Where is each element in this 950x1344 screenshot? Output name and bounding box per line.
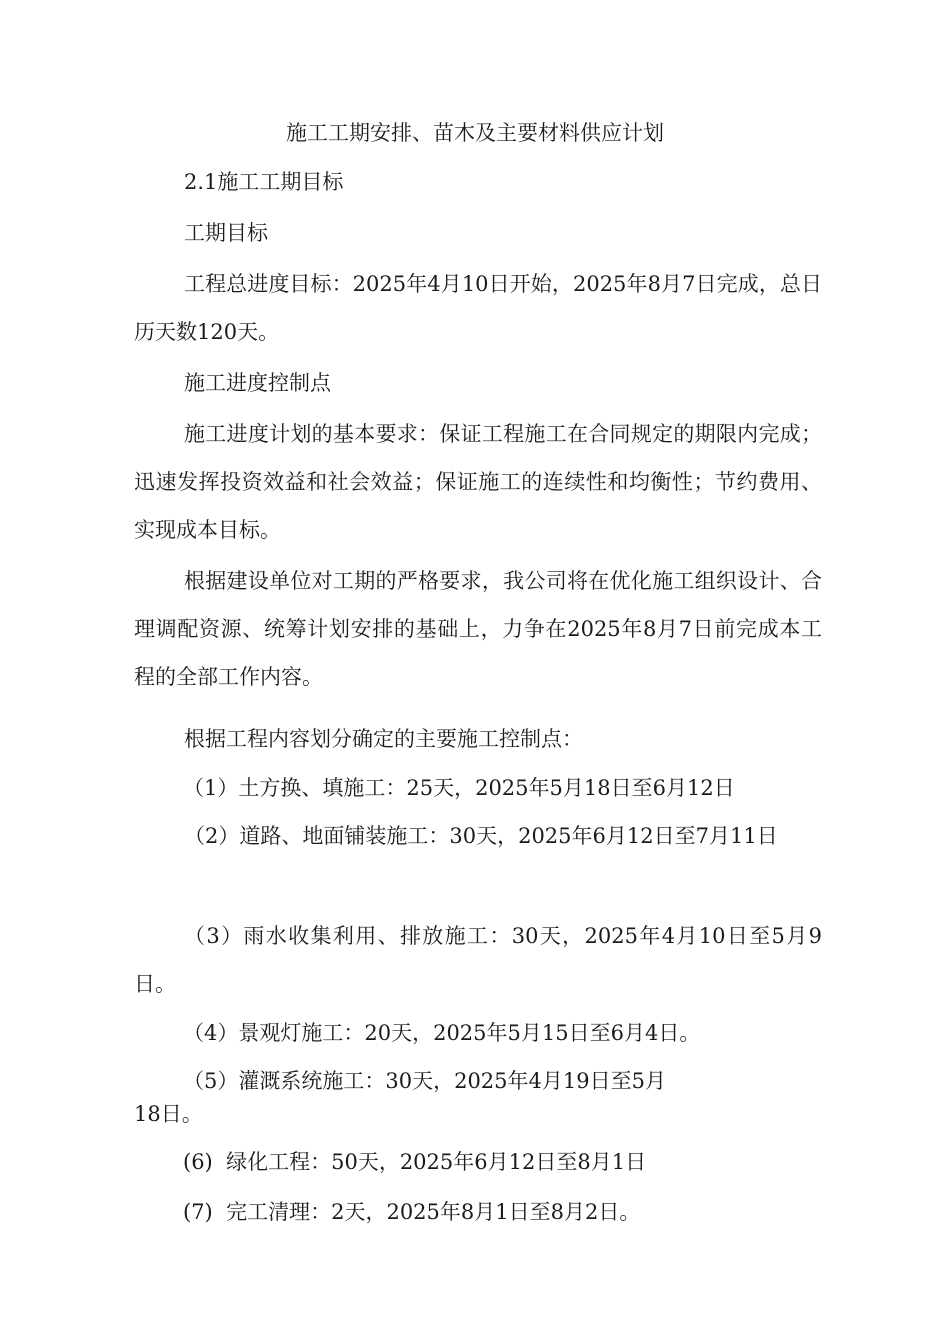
list-item: （5）灌溉系统施工：30天，2025年4月19日至5月: [183, 1069, 666, 1093]
document-title: 施工工期安排、苗木及主要材料供应计划: [286, 121, 664, 145]
paragraph-completion-commitment: 根据建设单位对工期的严格要求，我公司将在优化施工组织设计、合理调配资源、统筹计划安排的基础上，力争在2025年8月7日前完成本工程的全部工作内容。: [134, 569, 822, 689]
paragraph-overall-progress: 工程总进度目标：2025年4月10日开始，2025年8月7日完成，总日历天数120天。: [134, 272, 822, 344]
list-item-continuation: 18日。: [134, 1102, 203, 1126]
list-item: (6) 绿化工程：50天，2025年6月12日至8月1日: [183, 1150, 647, 1174]
list-item: （4）景观灯施工：20天，2025年5月15日至6月4日。: [183, 1021, 701, 1045]
list-item: （1）土方换、填施工：25天，2025年5月18日至6月12日: [183, 776, 735, 800]
list-item: （2）道路、地面铺装施工：30天，2025年6月12日至7月11日: [184, 824, 778, 848]
paragraph-basic-requirements: 施工进度计划的基本要求：保证工程施工在合同规定的期限内完成；迅速发挥投资效益和社会效益；保证施工的连续性和均衡性；节约费用、实现成本目标。: [134, 422, 822, 542]
list-item: (7) 完工清理：2天，2025年8月1日至8月2日。: [183, 1200, 641, 1224]
subheading-schedule-goal: 工期目标: [184, 221, 268, 245]
paragraph-control-points-intro: 根据工程内容划分确定的主要施工控制点：: [184, 727, 583, 751]
list-item: （3）雨水收集利用、排放施工：30天，2025年4月10日至5月9日。: [134, 924, 822, 996]
section-heading: 2.1施工工期目标: [184, 170, 344, 194]
subheading-control-points: 施工进度控制点: [184, 371, 331, 395]
